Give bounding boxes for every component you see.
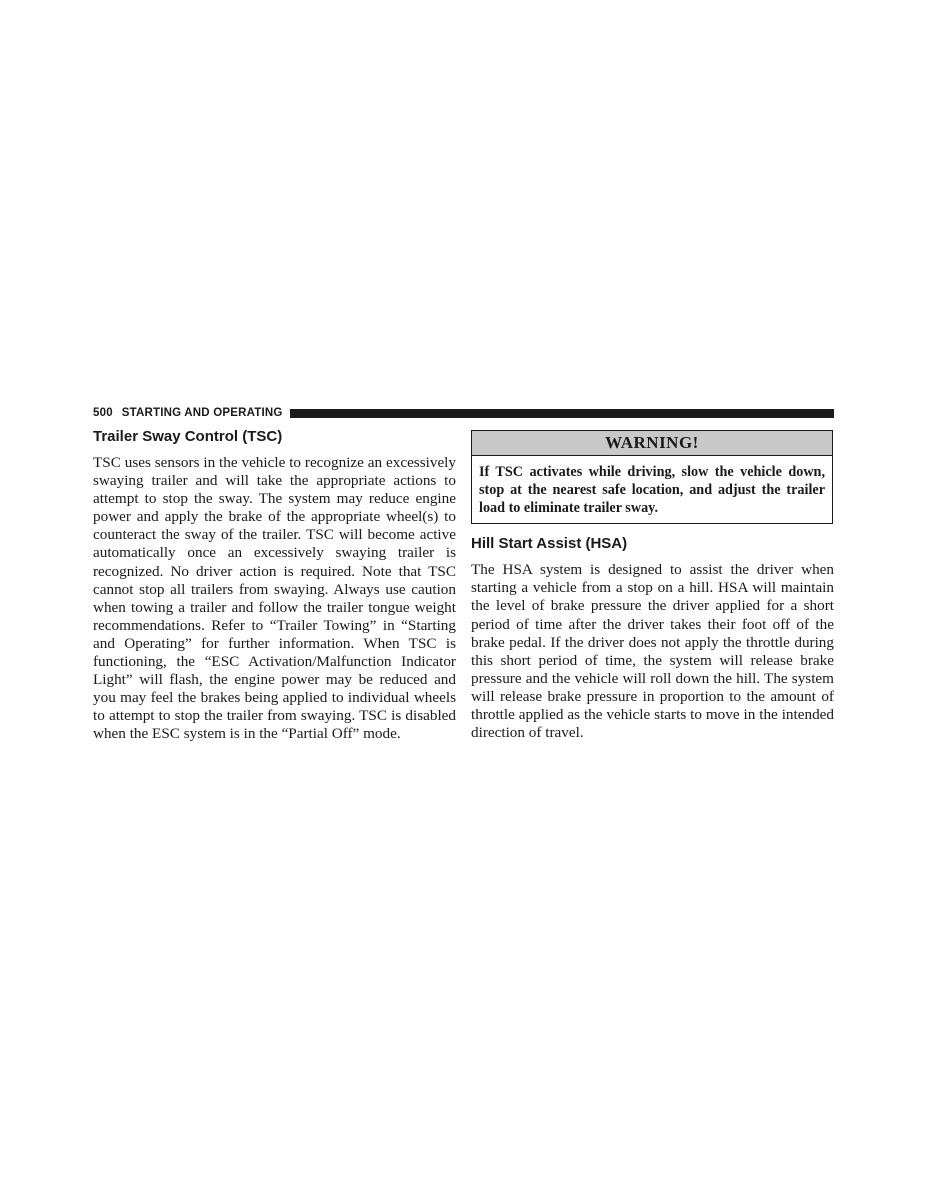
right-column (471, 430, 834, 742)
page-number: 500 (93, 407, 113, 419)
tsc-heading: Trailer Sway Control (TSC) (93, 428, 283, 445)
page-header (93, 405, 834, 421)
warning-text: If TSC activates while driving, slow the vehicle down, stop at the nearest safe location, and adjust the trailer load to eliminate trailer sway. (479, 464, 825, 517)
header-rule (290, 409, 834, 418)
section-title: STARTING AND OPERATING (121, 407, 283, 419)
hsa-heading: Hill Start Assist (HSA) (471, 535, 628, 553)
tsc-paragraph: TSC uses sensors in the vehicle to recognize an excessively swaying trailer and will take the appropriate actions to attempt to stop the sway. The system may reduce engine power and apply the brake of the appropriate wheel(s) to counteract the sway of the trailer. TSC will become active automatically once an excessively swaying trailer is recognized. No driver action is required. Note that TSC cannot stop all trailers from swaying. Always use caution when towing a trailer and follow the trailer tongue weight recommendations. Refer to “Trailer Towing” in “Starting and Operating” for further information. When TSC is functioning, the “ESC Activation/Malfunction Indicator Light” will flash, the engine power may be reduced and you may feel the brakes being applied to individual wheels to attempt to stop the trailer from swaying. TSC is disabled when the ESC system is in the “Partial Off” mode. (93, 454, 456, 743)
warning-box (471, 430, 833, 524)
warning-title: WARNING! (472, 431, 832, 456)
hsa-paragraph: The HSA system is designed to assist the driver when starting a vehicle from a stop on a hill. HSA will maintain the level of brake pressure the driver applied for a short period of time after the driver takes their foot off of the brake pedal. If the driver does not apply the throttle during this short period of time, the system will release brake pressure and the vehicle will roll down the hill. The system will release brake pressure in proportion to the amount of throttle applied as the vehicle starts to move in the intended direction of travel. (471, 561, 834, 742)
left-column (93, 427, 456, 744)
